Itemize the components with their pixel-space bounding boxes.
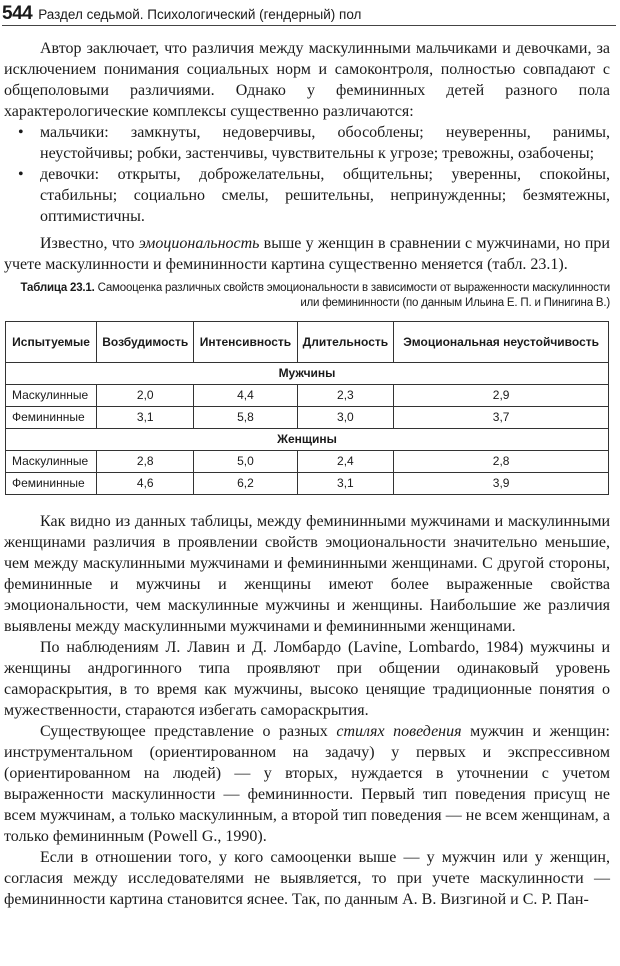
list-item: • девочки: открыты, доброжелательны, общительны; уверенны, спокойны, стабильны; социально смелы, решительны, непринужденны; безмятежны, оптимистичны. bbox=[4, 164, 610, 227]
intro-paragraph: Автор заключает, что различия между маскулинными мальчиками и девочками, за исключением понимания социальных норм и самоконтроля, полностью совпадают с общеполовыми различиями. Однако у фемининных детей разного пола характерологические комплексы существенно различаются: bbox=[4, 40, 610, 120]
table-cell: 2,3 bbox=[297, 385, 394, 407]
emphasis-term: эмоциональность bbox=[138, 235, 260, 252]
column-header: Испытуемые bbox=[6, 322, 97, 363]
table-cell: 3,1 bbox=[97, 407, 194, 429]
table-cell: 2,8 bbox=[394, 451, 609, 473]
table-cell: 5,0 bbox=[194, 451, 297, 473]
table-cell: 6,2 bbox=[194, 473, 297, 495]
table-group-row bbox=[6, 429, 609, 451]
row-label: Маскулинные bbox=[6, 451, 97, 473]
table-row bbox=[6, 385, 609, 407]
table-cell: 2,0 bbox=[97, 385, 194, 407]
page-body bbox=[4, 38, 610, 910]
table-cell: 3,7 bbox=[394, 407, 609, 429]
running-header bbox=[2, 1, 616, 26]
column-header: Возбудимость bbox=[97, 322, 194, 363]
table-row bbox=[6, 473, 609, 495]
table-header-row bbox=[6, 322, 609, 363]
group-label: Женщины bbox=[6, 429, 609, 451]
table-caption-label: Таблица 23.1. bbox=[20, 282, 95, 294]
table-cell: 2,8 bbox=[97, 451, 194, 473]
column-header: Длительность bbox=[297, 322, 394, 363]
row-label: Фемининные bbox=[6, 473, 97, 495]
table-cell: 2,4 bbox=[297, 451, 394, 473]
paragraph-self-disclosure: По наблюдениям Л. Лавин и Д. Ломбардо (Lavine, Lombardo, 1984) мужчины и женщины андрогинного типа проявляют при общении одинаковый уровень самораскрытия, в то время как мужчины, высоко ценящие традиционные понятия о мужественности, стараются избегать самораскрытия. bbox=[4, 639, 610, 719]
table-cell: 5,8 bbox=[194, 407, 297, 429]
paragraph-self-esteem: Если в отношении того, у кого самооценки выше — у мужчин или у женщин, согласия между исследователями не выявляется, то при учете маскулинности — фемининности картина становится яснее. Так, по данным А. В. Визгиной и С. Р. Пан- bbox=[4, 849, 610, 908]
row-label: Маскулинные bbox=[6, 385, 97, 407]
emphasis-term: стилях поведения bbox=[336, 723, 462, 740]
table-row bbox=[6, 407, 609, 429]
paragraph-emotionality: Известно, что эмоциональность выше у женщин в сравнении с мужчинами, но при учете маскулинности и фемининности картина существенно меняется (табл. 23.1). bbox=[4, 235, 610, 273]
page-number: 544 bbox=[2, 3, 33, 24]
paragraph-behavior-styles: Существующее представление о разных стилях поведения мужчин и женщин: инструментальном (ориентированном на задачу) у первых и экспрессивном (ориентированном на людей) — у вторых, нуждается в уточнении с учетом выраженности маскулинности — фемининности. Первый тип поведения присущ не всем мужчинам, а только маскулинным, а второй тип поведения — не всем женщинам, а только фемининным (Powell G., 1990). bbox=[4, 723, 610, 845]
table-cell: 3,9 bbox=[394, 473, 609, 495]
table-cell: 2,9 bbox=[394, 385, 609, 407]
table-caption bbox=[4, 281, 610, 311]
table-group-row bbox=[6, 363, 609, 385]
table-cell: 4,6 bbox=[97, 473, 194, 495]
emotionality-table bbox=[5, 321, 609, 495]
table-cell: 3,1 bbox=[297, 473, 394, 495]
paragraph-table-analysis: Как видно из данных таблицы, между фемининными мужчинами и маскулинными женщинами различия в проявлении свойств эмоциональности значительно меньшие, чем между маскулинными мужчинами и фемининными женщинами. С другой стороны, фемининные и мужчины и женщины имеют более выраженные свойства эмоциональности, чем маскулинные мужчины и женщины. Наибольшие же различия выявлены между маскулинными мужчинами и фемининными женщинами. bbox=[4, 513, 610, 635]
column-header: Эмоциональная неустойчивость bbox=[394, 322, 609, 363]
section-title: Раздел седьмой. Психологический (гендерный) пол bbox=[38, 7, 362, 22]
table-row bbox=[6, 451, 609, 473]
table-cell: 4,4 bbox=[194, 385, 297, 407]
table-caption-text: Самооценка различных свойств эмоциональности в зависимости от выраженности маскулинности или фемининности (по данным Ильина Е. П. и Пинигина В.) bbox=[94, 282, 610, 309]
group-label: Мужчины bbox=[6, 363, 609, 385]
column-header: Интенсивность bbox=[194, 322, 297, 363]
table-cell: 3,0 bbox=[297, 407, 394, 429]
trait-list bbox=[4, 122, 610, 227]
row-label: Фемининные bbox=[6, 407, 97, 429]
list-item: • мальчики: замкнуты, недоверчивы, обособлены; неуверенны, ранимы, неустойчивы; робки, застенчивы, чувствительны к угрозе; тревожны, озабочены; bbox=[4, 122, 610, 164]
